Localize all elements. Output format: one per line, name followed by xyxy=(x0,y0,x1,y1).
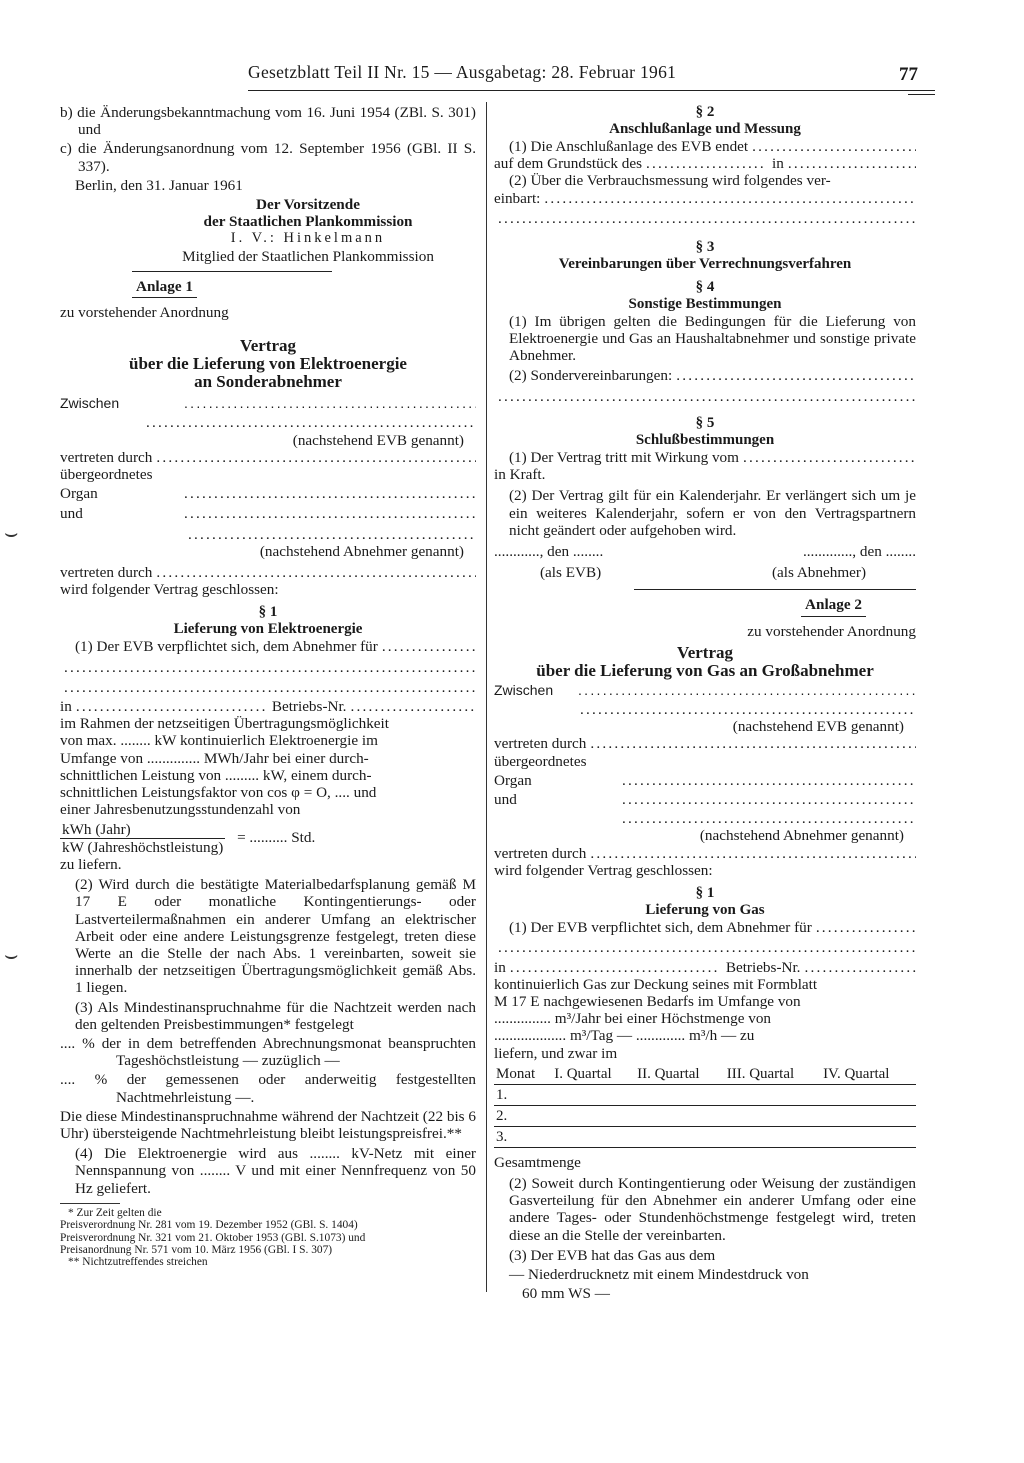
signature-role: Der Vorsitzende xyxy=(256,196,360,214)
s1-text-6: einer Jahresbenutzungsstundenzahl von xyxy=(60,801,301,819)
header-rule-short xyxy=(908,94,935,95)
section-5-number: § 5 xyxy=(695,415,715,432)
contract-title-gas-1: Vertrag xyxy=(676,642,733,662)
formula-fraction xyxy=(60,821,225,856)
gas-s1-para-3a: — Niederdrucknetz mit einem Mindestdruck von xyxy=(509,1265,809,1283)
footnote-2: Preisverordnung Nr. 281 vom 19. Dezember 1952 (GBl. S. 1404) xyxy=(60,1219,358,1232)
margin-mark: ⌣ xyxy=(4,942,19,967)
s1-para-1: (1) Der EVB verpflichtet sich, dem Abnehmer für . . . xyxy=(60,638,476,655)
s4-para-2: (2) Sondervereinbarungen: . . . xyxy=(494,367,916,384)
table-row-label: 2. xyxy=(494,1105,552,1126)
formula-result: = .......... Std. xyxy=(237,828,316,846)
s1-text-4: schnittlichen Leistung von ......... kW, einem durch- xyxy=(60,766,372,784)
signature-dates xyxy=(494,543,916,560)
section-2-number: § 2 xyxy=(695,104,715,120)
contract-title-1: Vertrag xyxy=(239,336,296,356)
anlage-1-heading xyxy=(132,278,476,298)
item-c: c) die Änderungsanordnung vom 12. September 1956 (GBl. II S. 337). xyxy=(60,140,476,175)
s5-para-1a: (1) Der Vertrag tritt mit Wirkung vom . . . xyxy=(494,449,916,466)
contract-title-gas-2: über die Lieferung von Gas an Großabnehmer xyxy=(536,660,874,680)
gas-s1-text-3: ............... m³/Jahr bei einer Höchstmenge von xyxy=(494,1010,772,1028)
item-b: b) die Änderungsbekanntmachung vom 16. Juni 1954 (ZBl. S. 301) und xyxy=(60,104,476,139)
field-und-2 xyxy=(60,526,476,543)
anlage-2-heading xyxy=(494,596,916,616)
fill-line xyxy=(60,659,476,676)
formula-denominator: kW (Jahreshöchstleistung) xyxy=(62,838,224,856)
abnehmer-note: (nachstehend Abnehmer genannt) xyxy=(259,542,464,560)
field-zwischen-2 xyxy=(60,414,476,431)
s1-text-5: schnittlichen Leistungsfaktor von cos φ = O, .... und xyxy=(60,784,377,802)
table-header-cell: Monat xyxy=(494,1064,552,1085)
footnote-3: Preisverordnung Nr. 321 vom 21. Oktober 1953 (GBl. S.1073) und xyxy=(60,1231,366,1244)
gas-s1-text-1: kontinuierlich Gas zur Deckung seines mit Formblatt xyxy=(494,975,818,993)
s1-para-3b: .... % der gemessenen oder anderweitig festgestellten Nachtmehrleistung —. xyxy=(60,1071,476,1106)
sig-als-evb: (als EVB) xyxy=(540,564,602,582)
s5-para-2: (2) Der Vertrag gilt für ein Kalenderjahr. Er verlängert sich um je ein weiteres Kalenderjahr, sofern er von den Vertragspartnern nicht geändert oder aufgehoben wird. xyxy=(509,487,916,539)
column-separator xyxy=(486,102,487,1292)
page-header xyxy=(215,62,935,96)
page-number: 77 xyxy=(899,64,918,85)
s4-para-1: (1) Im übrigen gelten die Bedingungen für die Lieferung von Elektroenergie und Gas an Haushaltabnehmer und sonstige private Abnehmer. xyxy=(509,313,916,365)
s1-in-betrieb: in . . . Betriebs-Nr. . . . xyxy=(60,698,476,715)
anlage-1-subtitle: zu vorstehender Anordnung xyxy=(60,304,229,322)
gas-s1-para-3: (3) Der EVB hat das Gas aus dem xyxy=(509,1246,716,1264)
s1-text-1: im Rahmen der netzseitigen Übertragungsmöglichkeit xyxy=(60,715,389,733)
s1-para-4: (4) Die Elektroenergie wird aus ........ kV-Netz mit einer Nennspannung von ........ V und mit einer Nennfrequenz von 50 Hz geliefert. xyxy=(75,1145,476,1197)
contract-title-3: an Sonderabnehmer xyxy=(194,372,342,392)
table-row xyxy=(494,1126,916,1147)
sig-date-left: ............, den ........ xyxy=(494,543,604,561)
signature-body: der Staatlichen Plankommission xyxy=(203,213,413,231)
s2-para-1b: auf dem Grundstück des . . . in . . . xyxy=(494,155,916,172)
section-4-title: Sonstige Bestimmungen xyxy=(628,296,782,313)
section-3-title: Vereinbarungen über Verrechnungsverfahren xyxy=(558,256,852,273)
fill-line xyxy=(494,388,916,405)
field-vertreten-gas-2: vertreten durch . . . xyxy=(494,845,916,862)
s2-para-1a: (1) Die Anschlußanlage des EVB endet . . . xyxy=(494,138,916,155)
label-uebergeordnetes: übergeordnetes xyxy=(60,466,153,484)
s5-para-1b: in Kraft. xyxy=(494,466,546,484)
section-1-number: § 1 xyxy=(258,604,278,621)
gas-s1-text-4: ................... m³/Tag — ............. m³/h — zu xyxy=(494,1027,755,1045)
section-rule xyxy=(634,589,916,590)
s1-text-3: Umfange von .............. MWh/Jahr bei einer durch- xyxy=(60,749,369,767)
formula xyxy=(60,821,476,856)
signature-title: Mitglied der Staatlichen Plankommission xyxy=(182,247,434,265)
table-row xyxy=(494,1105,916,1126)
zu-liefern: zu liefern. xyxy=(60,855,122,873)
right-column xyxy=(494,104,916,1304)
s2-para-2b: einbart: . . . xyxy=(494,190,916,207)
signature-name: I. V.: Hinkelmann xyxy=(230,230,386,247)
footnote-rule xyxy=(60,1203,120,1204)
s2-para-2a: (2) Über die Verbrauchsmessung wird folgendes ver- xyxy=(509,172,831,190)
field-und-gas-2 xyxy=(494,810,916,827)
s1-para-3: (3) Als Mindestinanspruchnahme für die Nachtzeit werden nach den geltenden Preisbestimmungen* festgelegt xyxy=(75,998,476,1033)
evb-note-gas: (nachstehend EVB genannt) xyxy=(732,718,904,736)
field-organ: Organ . . . xyxy=(60,485,476,502)
header-rule xyxy=(248,90,935,91)
field-und-gas: und . . . xyxy=(494,791,916,808)
label-uebergeordnetes-gas: übergeordnetes xyxy=(494,752,587,770)
formula-numerator: kWh (Jahr) xyxy=(60,821,225,839)
contract-title-2: über die Lieferung von Elektroenergie xyxy=(129,354,407,374)
gas-s1-para-1: (1) Der EVB verpflichtet sich, dem Abnehmer für . . . xyxy=(494,919,916,936)
field-und: und . . . xyxy=(60,505,476,522)
fill-line xyxy=(494,939,916,956)
gas-s1-para-2: (2) Soweit durch Kontingentierung oder Weisung der zuständigen Gasverteilung für den Abnehmer ein anderer Umfang oder eine andere Tages- oder Stundenhöchstmenge festgelegt wird, treten diese an die Stelle der vereinbarten. xyxy=(509,1174,916,1244)
left-column xyxy=(60,104,476,1269)
geschlossen-gas: wird folgender Vertrag geschlossen: xyxy=(494,861,713,879)
table-header-cell: IV. Quartal xyxy=(821,1064,916,1085)
section-4-number: § 4 xyxy=(695,279,715,296)
section-2-title: Anschlußanlage und Messung xyxy=(609,121,801,137)
table-row-label: 1. xyxy=(494,1084,552,1105)
place-date: Berlin, den 31. Januar 1961 xyxy=(75,176,243,194)
anlage-2-label: Anlage 2 xyxy=(801,596,866,616)
s1-para-2: (2) Wird durch die bestätigte Materialbedarfsplanung gemäß M 17 E oder monatliche Kontingentierungs- oder Lastverteilermaßnahmen ein anderer Umfang an elektrischer Arbeit oder eine andere Leistungsgrenze festgelegt, treten diese Werte an die Stelle der nach Abs. 1 vereinbarten, soweit sie innerhalb der netzseitigen Übertragungsmöglichkeit gemäß Abs. 1 liegen. xyxy=(75,876,476,997)
sig-als-abnehmer: (als Abnehmer) xyxy=(771,564,866,582)
table-header-cell: III. Quartal xyxy=(725,1064,821,1085)
footnote-1: * Zur Zeit gelten die xyxy=(68,1206,162,1219)
field-vertreten-gas: vertreten durch . . . xyxy=(494,735,916,752)
section-1-title: Lieferung von Elektroenergie xyxy=(173,621,363,638)
table-header-cell: II. Quartal xyxy=(635,1064,725,1085)
field-vertreten: vertreten durch . . . xyxy=(60,449,476,466)
margin-mark: ⌣ xyxy=(4,520,19,545)
quarter-table-header xyxy=(494,1064,916,1085)
section-3-number: § 3 xyxy=(695,239,715,256)
gas-s1-para-3b: 60 mm WS — xyxy=(522,1285,610,1303)
geschlossen: wird folgender Vertrag geschlossen: xyxy=(60,581,279,599)
field-zwischen-gas: Zwischen . . . xyxy=(494,682,916,699)
footnote-4: Preisanordnung Nr. 571 vom 10. März 1956 (GBl. I S. 307) xyxy=(60,1243,333,1256)
gas-section-1-number: § 1 xyxy=(695,885,715,902)
s1-text-2: von max. ........ kW kontinuierlich Elektroenergie im xyxy=(60,732,378,750)
gas-s1-text-5: liefern, und zwar im xyxy=(494,1044,618,1062)
section-rule xyxy=(132,271,332,272)
gas-s1-in-betrieb: in . . . Betriebs-Nr. . . . xyxy=(494,959,916,976)
signature-roles xyxy=(494,564,916,581)
field-vertreten-2: vertreten durch . . . xyxy=(60,564,476,581)
table-row xyxy=(494,1084,916,1105)
abnehmer-note-gas: (nachstehend Abnehmer genannt) xyxy=(699,827,904,845)
anlage-1-label: Anlage 1 xyxy=(132,278,197,298)
s1-para-3c: Die diese Mindestinanspruchnahme während der Nachtzeit (22 bis 6 Uhr) übersteigende Nachtmehrleistung bleibt leistungspreisfrei.** xyxy=(60,1107,476,1142)
s1-para-3a: .... % der in dem betreffenden Abrechnungsmonat beanspruchten Tageshöchstleistung — zuzüglich — xyxy=(60,1034,476,1070)
header-title: Gesetzblatt Teil II Nr. 15 — Ausgabetag: 28. Februar 1961 xyxy=(248,62,677,82)
anlage-2-subtitle: zu vorstehender Anordnung xyxy=(747,622,916,640)
fill-line xyxy=(60,679,476,696)
gas-section-1-title: Lieferung von Gas xyxy=(645,902,765,919)
footnote-5: ** Nichtzutreffendes streichen xyxy=(68,1256,208,1269)
table-row-label: 3. xyxy=(494,1126,552,1147)
fill-line xyxy=(494,210,916,227)
sig-date-right: ............., den ........ xyxy=(802,543,916,561)
evb-note: (nachstehend EVB genannt) xyxy=(292,431,464,449)
field-organ-gas: Organ . . . xyxy=(494,772,916,789)
gesamtmenge: Gesamtmenge xyxy=(494,1153,581,1171)
gas-s1-text-2: M 17 E nachgewiesenen Bedarfs im Umfange von xyxy=(494,992,801,1010)
quarter-table xyxy=(494,1064,916,1148)
section-5-title: Schlußbestimmungen xyxy=(635,432,775,449)
table-header-cell: I. Quartal xyxy=(552,1064,635,1085)
field-zwischen: Zwischen . . . xyxy=(60,395,476,412)
field-zwischen-gas-2 xyxy=(494,701,916,718)
